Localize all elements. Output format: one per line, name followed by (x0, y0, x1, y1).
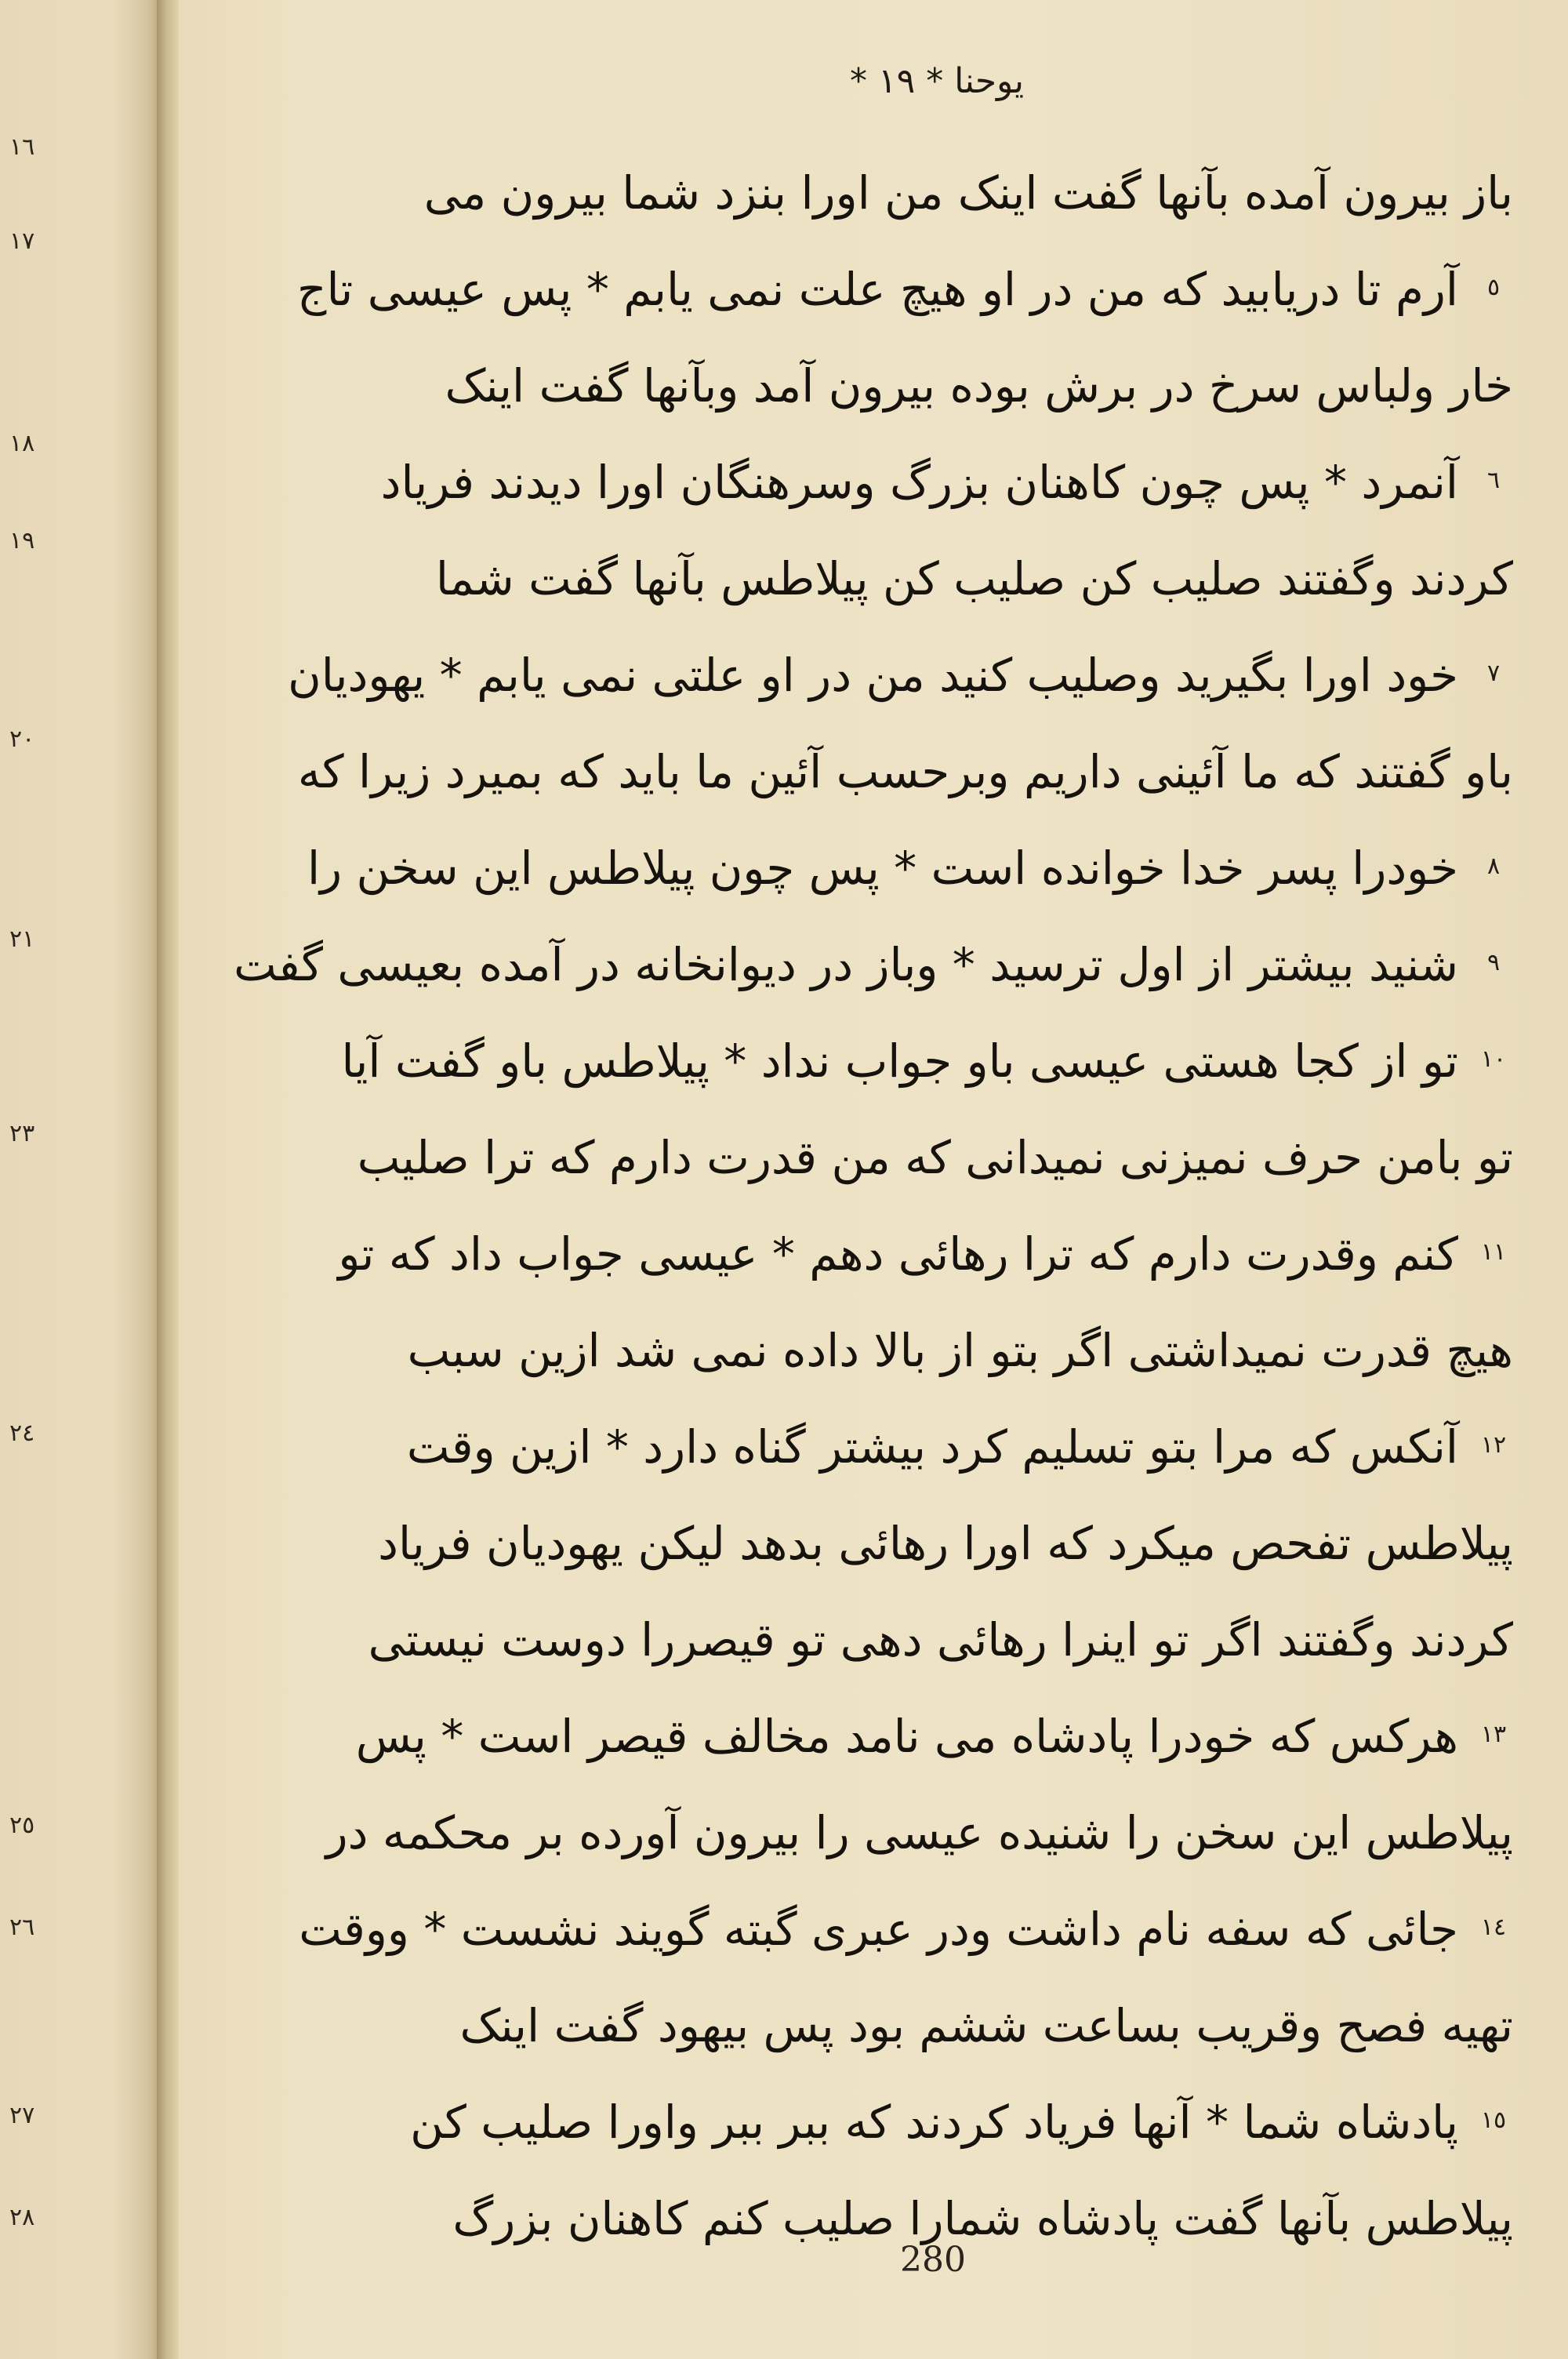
text-line (341, 1014, 1513, 1110)
text-line (345, 532, 1513, 628)
text-line (297, 725, 1513, 821)
text-line (345, 1400, 1513, 1496)
text-line (345, 1496, 1513, 1593)
text-line (307, 821, 1513, 918)
running-header: یوحنا * ۱۹ * (849, 61, 1025, 101)
verse-number: ١٢ (1480, 1431, 1507, 1459)
left-margin-number: ٢٣ (9, 1120, 35, 1147)
verse-number: ١٤ (1480, 1914, 1507, 1941)
text-line (338, 1207, 1513, 1303)
line-text: تهیه فصح وقریب بساعت ششم بود پس بیهود گفت اینک (459, 1999, 1513, 2052)
line-text: باو گفتند که ما آئینی داریم وبرحسب آئین ما باید که بمیرد زیرا که (297, 745, 1513, 798)
line-text: خود اورا بگیرید وصلیب کنید من در او علتی نمی یابم * یهودیان (288, 649, 1458, 702)
line-text: کردند وگفتند صلیب کن صلیب کن پیلاطس بآنها گفت شما (435, 552, 1513, 605)
text-line (345, 339, 1513, 435)
text-line (325, 1786, 1513, 1882)
line-text: خودرا پسر خدا خوانده است * پس چون پیلاطس این سخن را (307, 841, 1458, 895)
text-line (297, 242, 1513, 339)
left-margin-number: ٢٨ (9, 2204, 35, 2231)
text-line (299, 1882, 1513, 1979)
left-page-edge (0, 0, 161, 2359)
left-margin-number: ١٩ (9, 527, 35, 554)
line-text: آنمرد * پس چون کاهنان بزرگ وسرهنگان اورا دیدند فریاد (380, 456, 1458, 509)
verse-number: ١٣ (1480, 1721, 1507, 1748)
line-text: کنم وقدرت دارم که ترا رهائی دهم * عیسی جواب داد که تو (338, 1227, 1458, 1281)
text-line (234, 918, 1513, 1014)
line-text: آنکس که مرا بتو تسلیم کرد بیشتر گناه دارد * ازین وقت (406, 1420, 1458, 1474)
text-line (288, 628, 1513, 725)
page-number: 280 (900, 2240, 966, 2280)
verse-number: ٦ (1486, 467, 1501, 494)
left-margin-number: ٢٤ (9, 1419, 35, 1447)
line-text: پیلاطس این سخن را شنیده عیسی را بیرون آورده بر محکمه در (325, 1806, 1513, 1859)
left-margin-number: ٢٥ (9, 1812, 35, 1839)
left-margin-number: ١٧ (9, 227, 35, 255)
left-margin-number: ٢٠ (9, 725, 35, 753)
text-line (345, 2075, 1513, 2172)
verse-number: ٩ (1486, 949, 1501, 976)
text-line (345, 1303, 1513, 1400)
verse-number: ٧ (1486, 660, 1501, 687)
verse-number: ١٠ (1480, 1045, 1507, 1073)
line-text: تو بامن حرف نمیزنی نمیدانی که من قدرت دارم که ترا صلیب (357, 1131, 1513, 1184)
text-line (345, 146, 1513, 242)
line-text: کردند وگفتند اگر تو اینرا رهائی دهی تو قیصررا دوست نیستی (368, 1613, 1513, 1667)
left-margin-number: ٢٧ (9, 2102, 35, 2129)
text-line (345, 1593, 1513, 1689)
text-line (345, 1689, 1513, 1786)
verse-number: ٥ (1486, 274, 1501, 301)
left-margin-number: ٢٦ (9, 1914, 35, 1941)
line-text: پیلاطس تفحص میکرد که اورا رهائی بدهد لیکن یهودیان فریاد (378, 1517, 1513, 1570)
line-text: باز بیرون آمده بآنها گفت اینک من اورا بنزد شما بیرون می (423, 166, 1513, 220)
left-margin-number: ١٦ (9, 133, 35, 161)
line-text: پیلاطس بآنها گفت پادشاه شمارا صلیب کنم کاهنان بزرگ (452, 2192, 1513, 2245)
text-line (345, 1110, 1513, 1207)
text-line (345, 435, 1513, 532)
verse-number: ١١ (1480, 1238, 1507, 1266)
left-margin-number: ٢١ (9, 925, 35, 953)
left-margin-number: ١٨ (9, 430, 35, 457)
text-line (345, 1979, 1513, 2075)
line-text: آرم تا دریابید که من در او هیچ علت نمی یابم * پس عیسی تاج (297, 263, 1458, 316)
verse-text-block (234, 146, 1513, 2268)
line-text: خار ولباس سرخ در برش بوده بیرون آمد وبآنها گفت اینک (445, 359, 1513, 413)
line-text: جائی که سفه نام داشت ودر عبری گبته گویند نشست * ووقت (299, 1903, 1458, 1956)
page-gutter (157, 0, 180, 2359)
line-text: پادشاه شما * آنها فریاد کردند که ببر ببر واورا صلیب کن (410, 2095, 1458, 2149)
line-text: تو از کجا هستی عیسی باو جواب نداد * پیلاطس باو گفت آیا (341, 1034, 1458, 1088)
line-text: شنید بیشتر از اول ترسید * وباز در دیوانخانه در آمده بعیسی گفت (234, 938, 1458, 991)
verse-number: ١٥ (1480, 2106, 1507, 2134)
line-text: هیچ قدرت نمیداشتی اگر بتو از بالا داده نمی شد ازین سبب (407, 1324, 1513, 1377)
line-text: هرکس که خودرا پادشاه می نامد مخالف قیصر است * پس (355, 1710, 1458, 1763)
verse-number: ٨ (1486, 852, 1501, 880)
